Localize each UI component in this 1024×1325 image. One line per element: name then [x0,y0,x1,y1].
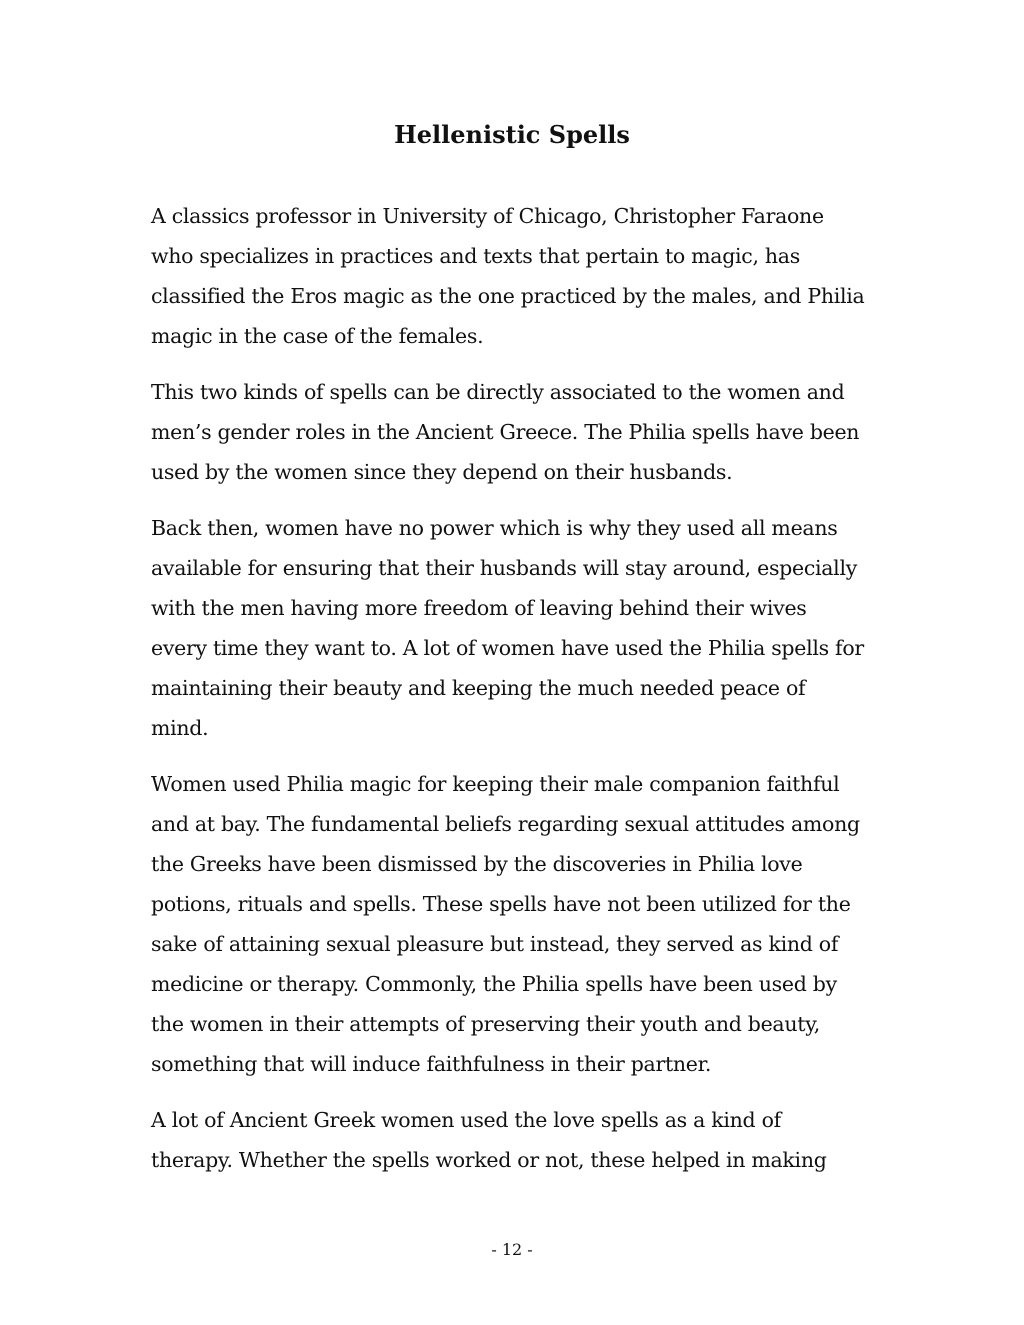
text-line: with the men having more freedom of leaving behind their wives [151,596,807,620]
page-number: - 12 - [491,1240,533,1259]
text-line: Women used Philia magic for keeping their male companion faithful [151,772,840,796]
text-line: the Greeks have been dismissed by the discoveries in Philia love [151,852,803,876]
paragraph-4 [151,764,891,1084]
text-line: Back then, women have no power which is why they used all means [151,516,838,540]
paragraph-2 [151,372,891,492]
text-line: classified the Eros magic as the one practiced by the males, and Philia [151,284,865,308]
text-line: This two kinds of spells can be directly associated to the women and [151,380,845,404]
text-line: medicine or therapy. Commonly, the Philia spells have been used by [151,972,837,996]
text-line: sake of attaining sexual pleasure but instead, they served as kind of [151,932,839,956]
text-line: something that will induce faithfulness in their partner. [151,1052,712,1076]
paragraph-3 [151,508,891,748]
text-line: A classics professor in University of Chicago, Christopher Faraone [151,204,824,228]
text-line: men’s gender roles in the Ancient Greece. The Philia spells have been [151,420,860,444]
body-text [151,196,891,1196]
text-line: and at bay. The fundamental beliefs regarding sexual attitudes among [151,812,860,836]
text-line: used by the women since they depend on their husbands. [151,460,733,484]
text-line: potions, rituals and spells. These spells have not been utilized for the [151,892,851,916]
text-line: therapy. Whether the spells worked or not, these helped in making [151,1148,827,1172]
text-line: maintaining their beauty and keeping the much needed peace of [151,676,806,700]
page-title: Hellenistic Spells [394,120,630,149]
text-line: mind. [151,716,209,740]
text-line: who specializes in practices and texts that pertain to magic, has [151,244,800,268]
text-line: available for ensuring that their husbands will stay around, especially [151,556,857,580]
text-line: A lot of Ancient Greek women used the love spells as a kind of [151,1108,781,1132]
paragraph-1 [151,196,891,356]
paragraph-5 [151,1100,891,1180]
text-line: the women in their attempts of preserving their youth and beauty, [151,1012,820,1036]
text-line: magic in the case of the females. [151,324,484,348]
text-line: every time they want to. A lot of women have used the Philia spells for [151,636,864,660]
